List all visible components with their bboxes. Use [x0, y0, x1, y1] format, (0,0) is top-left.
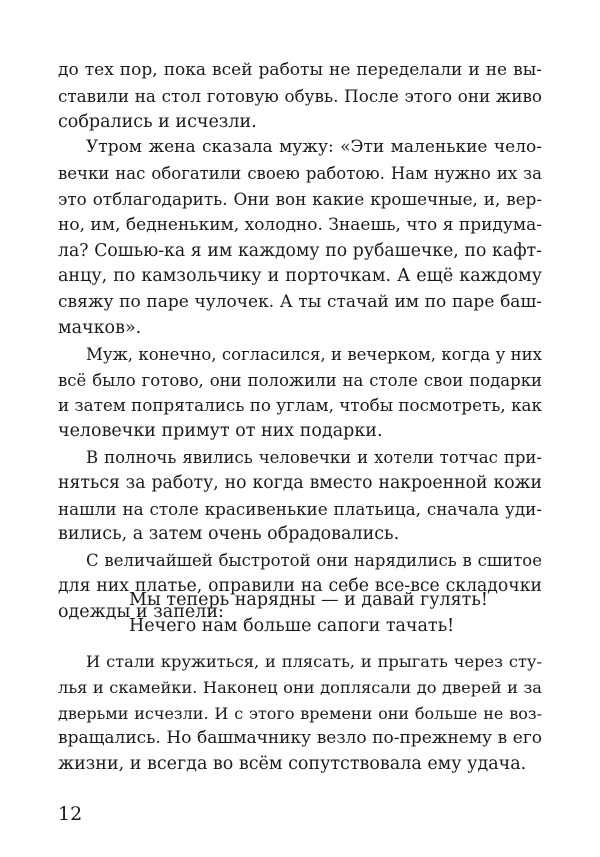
text-line: нашли на столе красивенькие платьица, сначала уди-	[58, 498, 542, 519]
text-line: это отблагодарить. Они вон какие крошечные, и, вер-	[58, 188, 542, 209]
text-line: вращались. Но башмачнику везло по-прежнему в его	[58, 728, 542, 749]
text-line: но, им, бедненьким, холодно. Знаешь, что я придума-	[58, 214, 542, 235]
text-line: жизни, и всегда во всём сопутствовала ему удача.	[58, 754, 527, 775]
text-line: ла? Сошью-ка я им каждому по рубашечке, по кафт-	[58, 240, 542, 261]
text-line: и затем попрятались по углам, чтобы посмотреть, как	[58, 395, 542, 416]
text-line: всё было готово, они положили на столе свои подарки	[58, 370, 542, 390]
text-line: вились, а затем очень обрадовались.	[58, 524, 400, 545]
text-line: свяжу по паре чулочек. А ты стачай им по паре баш-	[58, 292, 542, 313]
verse	[129, 588, 488, 640]
verse-line: Нечего нам больше сапоги тачать!	[129, 615, 455, 636]
text-line: И стали кружиться, и плясать, и прыгать через сту-	[86, 652, 542, 671]
text-line: анцу, по камзольчику и порточкам. А ещё каждому	[58, 266, 542, 287]
text-line: ставили на стол готовую обувь. После этого они живо	[58, 85, 542, 106]
text-line: Муж, конечно, согласился, и вечерком, когда у них	[86, 344, 542, 364]
text-line: до тех пор, пока всей работы не переделали и не вы-	[58, 60, 542, 80]
verse-line: Мы теперь нарядны — и давай гулять!	[129, 590, 488, 610]
body-text	[58, 58, 542, 626]
text-line: для них платье, оправили на себе все-все складочки	[58, 575, 542, 596]
text-line: Утром жена сказала мужу: «Эти маленькие чело-	[86, 137, 542, 158]
text-line: лья и скамейки. Наконец они доплясали до дверей и за	[58, 677, 542, 697]
text-line: одежды и запели:	[58, 601, 224, 622]
text-line: С величайшей быстротой они нарядились в сшитое	[86, 551, 542, 571]
text-line: мачков».	[58, 317, 142, 338]
closing-paragraph	[58, 649, 542, 778]
text-line: В полночь явились человечки и хотели тотчас при-	[86, 447, 542, 467]
text-line: вечки нас обогатили своею работою. Нам нужно их за	[58, 164, 542, 184]
text-line: дверьми исчезли. И с этого времени они больше не воз-	[58, 703, 542, 723]
text-line: человечки примут от них подарки.	[58, 421, 383, 442]
page-number: 12	[58, 803, 83, 825]
text-line: няться за работу, но когда вместо накроенной кожи	[58, 472, 542, 493]
text-line: собрались и исчезли.	[58, 111, 257, 132]
